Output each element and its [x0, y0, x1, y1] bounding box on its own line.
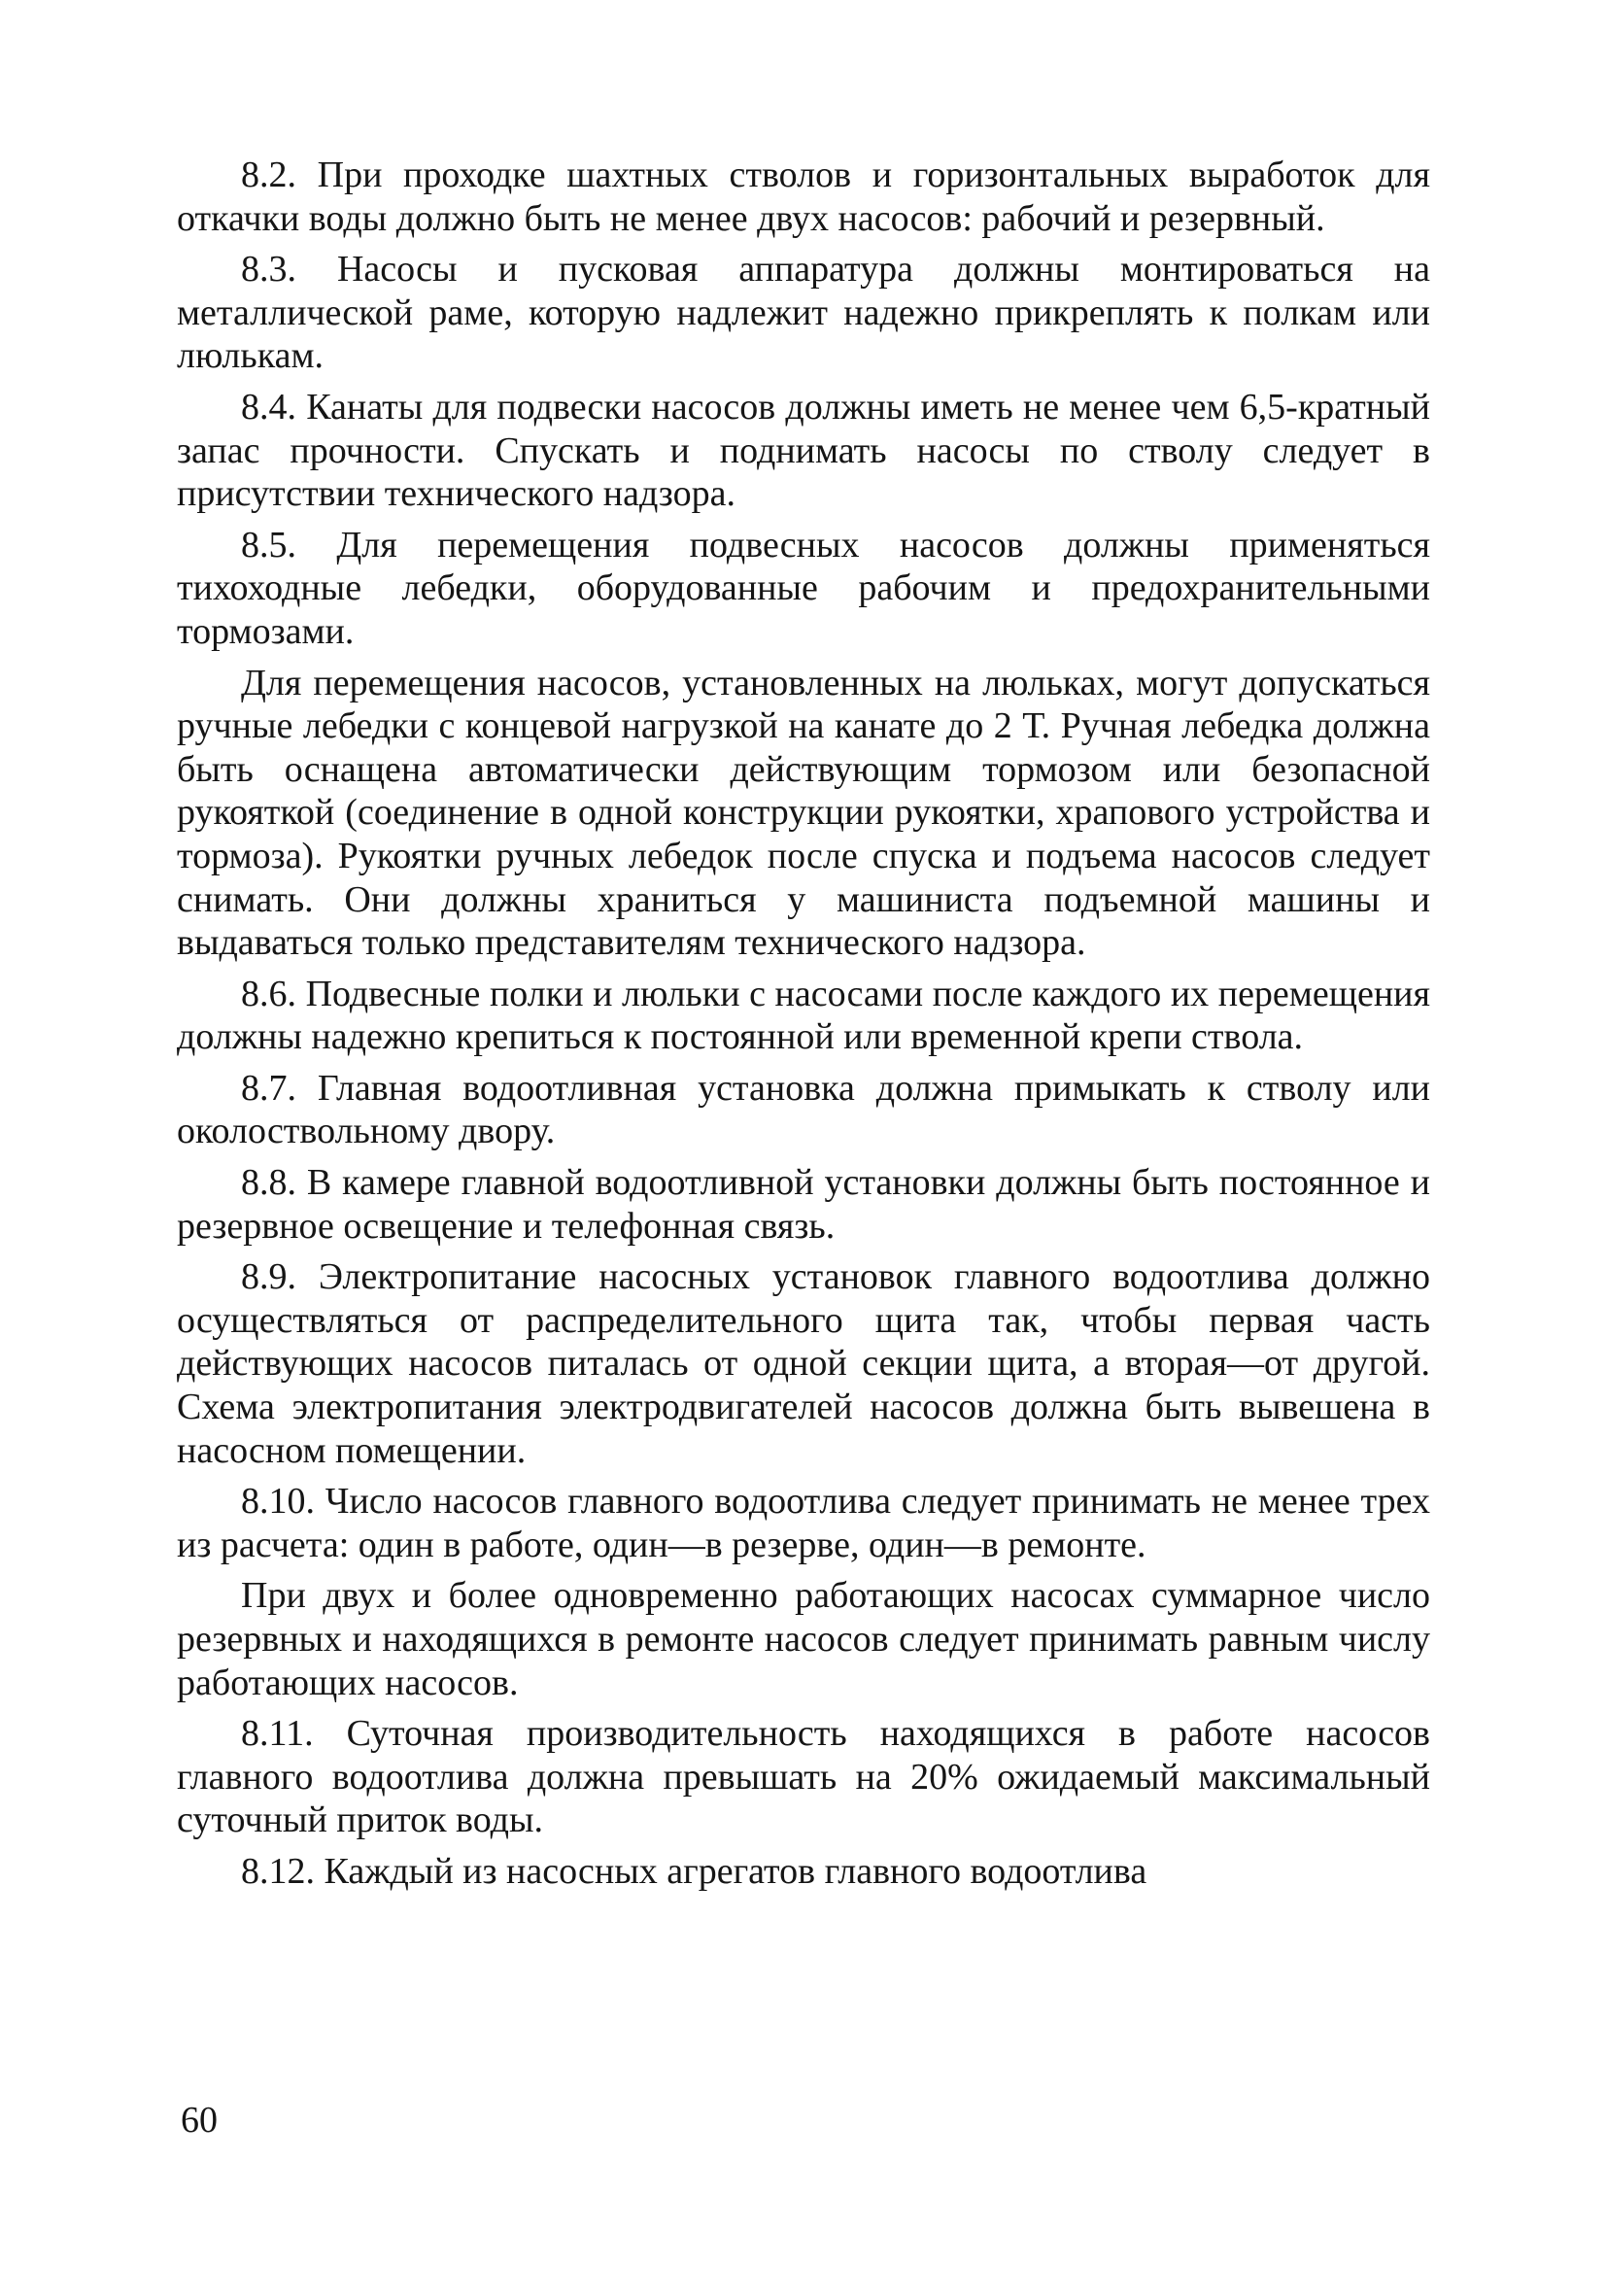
page-number: 60: [181, 2100, 218, 2141]
paragraph-8-5-continued: Для перемещения насосов, установленных на люльках, могут допускаться ручные лебедки с концевой нагрузкой на канате до 2 Т. Ручная лебедка должна быть оснащена автоматически действующим тормозом или безопасной рукояткой (соединение в одной конструкции рукоятки, храпового устройства и тормоза). Рукоятки ручных лебедок после спуска и подъема насосов следует снимать. Они должны храниться у машиниста подъемной машины и выдаваться только представителям технического надзора.: [177, 662, 1430, 964]
paragraph-8-6: 8.6. Подвесные полки и люльки с насосами после каждого их перемещения должны надежно крепиться к постоянной или временной крепи ствола.: [177, 973, 1430, 1058]
paragraph-8-9: 8.9. Электропитание насосных установок главного водоотлива должно осуществляться от распределительного щита так, чтобы первая часть действующих насосов питалась от одной секции щита, а вторая—от другой. Схема электропитания электродвигателей насосов должна быть вывешена в насосном помещении.: [177, 1256, 1430, 1471]
paragraph-8-10-continued: При двух и более одновременно работающих насосах суммарное число резервных и находящихся в ремонте насосов следует принимать равным числу работающих насосов.: [177, 1575, 1430, 1703]
paragraph-8-3: 8.3. Насосы и пусковая аппаратура должны монтироваться на металлической раме, которую надлежит надежно прикреплять к полкам или люлькам.: [177, 249, 1430, 377]
body-text: [177, 154, 1430, 1894]
paragraph-8-2: 8.2. При проходке шахтных стволов и горизонтальных выработок для откачки воды должно быть не менее двух насосов: рабочий и резервный.: [177, 154, 1430, 239]
paragraph-8-12: 8.12. Каждый из насосных агрегатов главного водоотлива: [241, 1850, 1147, 1892]
paragraph-8-11: 8.11. Суточная производительность находящихся в работе насосов главного водоотлива должна превышать на 20% ожидаемый максимальный суточный приток воды.: [177, 1713, 1430, 1841]
paragraph-8-10: 8.10. Число насосов главного водоотлива следует принимать не менее трех из расчета: один в работе, один—в резерве, один—в ремонте.: [177, 1481, 1430, 1565]
paragraph-8-7: 8.7. Главная водоотливная установка должна примыкать к стволу или околоствольному двору.: [177, 1067, 1430, 1152]
paragraph-8-4: 8.4. Канаты для подвески насосов должны иметь не менее чем 6,5-кратный запас прочности. Спускать и поднимать насосы по стволу следует в присутствии технического надзора.: [177, 386, 1430, 515]
paragraph-8-5: 8.5. Для перемещения подвесных насосов должны применяться тихоходные лебедки, оборудованные рабочим и предохранительными тормозами.: [177, 524, 1430, 652]
paragraph-8-8: 8.8. В камере главной водоотливной установки должны быть постоянное и резервное освещение и телефонная связь.: [177, 1162, 1430, 1247]
